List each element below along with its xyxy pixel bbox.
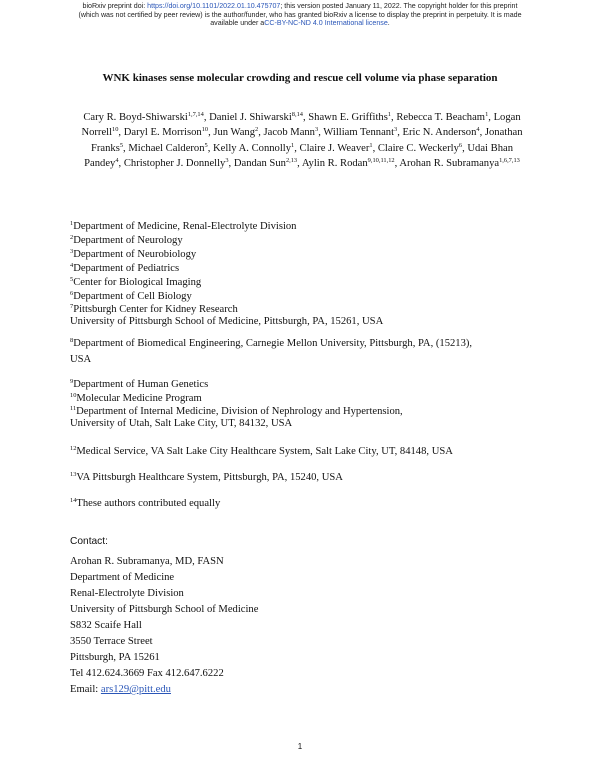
- affiliation-group-va-pitt: [70, 471, 550, 485]
- header-text: available under a: [210, 19, 265, 28]
- affiliation-group-cmu: [70, 336, 550, 368]
- author: Shawn E. Griffiths$^1$,: [308, 111, 397, 123]
- affiliation: $^{10}$Molecular Medicine Program: [70, 392, 202, 404]
- affiliation-group-va-slc: [70, 445, 550, 459]
- doi-link[interactable]: https://doi.org/10.1101/2022.01.10.475707: [147, 2, 281, 10]
- author: Arohan R. Subramanya$^{1,6,7,13}$: [399, 157, 520, 170]
- author: Jun Wang$^2$,: [213, 126, 264, 139]
- affiliation: $^{11}$Department of Internal Medicine, Division of Nephrology and Hypertension,: [70, 405, 403, 417]
- author: Aylin R. Rodan$^{9,10,11,12}$,: [301, 157, 400, 170]
- contact-email-line: [70, 682, 258, 698]
- contact-line: University of Pittsburgh School of Medicine: [70, 604, 259, 615]
- affiliation: $^1$Department of Medicine, Renal-Electrolyte Division: [70, 220, 297, 232]
- affiliation: $^2$Department of Neurology: [70, 234, 183, 246]
- equal-contribution-note: [70, 497, 550, 511]
- affiliation-institution: University of Pittsburgh School of Medicine, Pittsburgh, PA, 15261, USA: [70, 316, 384, 327]
- affiliation: $^7$Pittsburgh Center for Kidney Research: [70, 303, 238, 315]
- affiliation: $^{12}$Medical Service, VA Salt Lake City Healthcare System, Salt Lake City, UT, 84148, USA: [70, 445, 453, 457]
- header-line-1: [0, 2, 600, 11]
- contact-line: S832 Scaife Hall: [70, 620, 142, 631]
- contact-heading: Contact:: [70, 536, 108, 547]
- header-text: .: [387, 19, 390, 28]
- contact-line: Pittsburgh, PA 15261: [70, 652, 160, 663]
- contact-block: [70, 554, 258, 698]
- affiliation-institution: University of Utah, Salt Lake City, UT, 84132, USA: [70, 417, 293, 429]
- affiliation: $^{13}$VA Pittsburgh Healthcare System, Pittsburgh, PA, 15240, USA: [70, 471, 343, 483]
- author: William Tennant$^3$,: [323, 126, 403, 139]
- author: Daniel J. Shiwarski$^{8,14}$,: [209, 111, 309, 123]
- author-list: [74, 110, 530, 172]
- contact-line: Tel 412.624.3669 Fax 412.647.6222: [70, 668, 224, 679]
- affiliation: $^{14}$These authors contributed equally: [70, 497, 221, 509]
- affiliation-continuation: USA: [70, 354, 92, 365]
- author: Logan Norrell$^{10}$,: [81, 112, 521, 139]
- affiliation: $^6$Department of Cell Biology: [70, 290, 192, 302]
- author: Daryl E. Morrison$^{10}$,: [123, 126, 214, 139]
- author: Jacob Mann$^3$,: [263, 126, 324, 139]
- author: Rebecca T. Beacham$^1$,: [396, 111, 494, 123]
- paper-title: WNK kinases sense molecular crowding and rescue cell volume via phase separation: [102, 72, 498, 84]
- author: Claire C. Weckerly$^6$,: [377, 141, 468, 154]
- contact-line: 3550 Terrace Street: [70, 636, 153, 647]
- author: Kelly A. Connolly$^1$,: [213, 141, 300, 154]
- affiliation: $^3$Department of Neurobiology: [70, 248, 197, 260]
- author: Michael Calderon$^5$,: [128, 141, 214, 154]
- header-text: bioRxiv preprint doi:: [82, 2, 148, 10]
- email-link[interactable]: ars129@pitt.edu: [100, 684, 171, 695]
- author: Cary R. Boyd-Shiwarski$^{1,7,14}$,: [83, 111, 210, 123]
- license-link[interactable]: CC-BY-NC-ND 4.0 International license: [264, 19, 388, 28]
- author: Jonathan Franks$^5$,: [90, 127, 523, 154]
- affiliation-group-utah: [70, 378, 550, 430]
- affiliation: $^4$Department of Pediatrics: [70, 262, 180, 274]
- page-number: 1: [297, 742, 303, 751]
- affiliation: $^5$Center for Biological Imaging: [70, 276, 202, 288]
- contact-line: Renal-Electrolyte Division: [70, 588, 184, 599]
- preprint-header: [0, 2, 600, 28]
- email-label: Email:: [70, 684, 101, 695]
- header-line-3: [0, 19, 600, 28]
- author: Claire J. Weaver$^1$,: [299, 141, 378, 154]
- header-line-2: (which was not certified by peer review) is the author/funder, who has granted bioRxiv a license to display the preprint in perpetuity. It is made: [78, 10, 522, 19]
- affiliation: $^8$Department of Biomedical Engineering, Carnegie Mellon University, Pittsburgh, PA, (15213),: [70, 337, 473, 349]
- author: Udai Bhan Pandey$^4$,: [84, 142, 513, 170]
- affiliation: $^9$Department of Human Genetics: [70, 378, 209, 390]
- contact-line: Arohan R. Subramanya, MD, FASN: [70, 556, 224, 567]
- author: Christopher J. Donnelly$^3$,: [123, 157, 234, 170]
- author: Dandan Sun$^{2,13}$,: [233, 157, 302, 170]
- header-text: ; this version posted January 11, 2022. The copyright holder for this preprint: [280, 2, 518, 10]
- author: Eric N. Anderson$^4$,: [402, 126, 485, 139]
- affiliation-group-pitt: [70, 220, 550, 329]
- contact-line: Department of Medicine: [70, 572, 175, 583]
